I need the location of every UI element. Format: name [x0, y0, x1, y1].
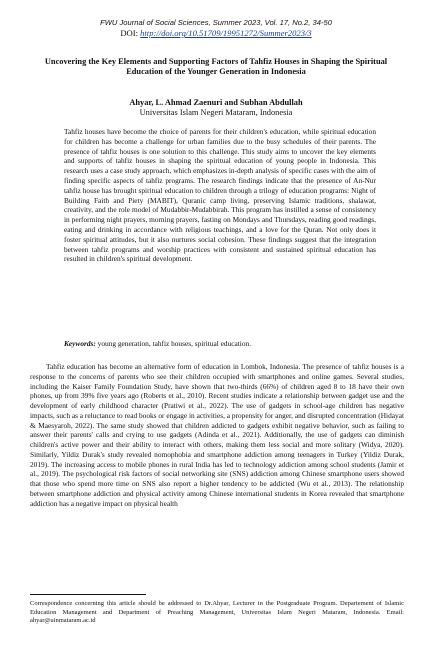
body-section — [30, 362, 404, 508]
correspondence-footnote: Correspondence concerning this article should be addressed to Dr.Ahyar, Lecturer in the Postgraduate Program. Departement of Islamic Education Management and Department of Preaching Management, Universitas Islam Negeri Mataram, Indonesia. Email: ahyar@uinmataram.ac.id — [30, 600, 404, 625]
abstract — [64, 127, 376, 264]
footnote-rule — [30, 594, 146, 595]
abstract-text: Tahfiz houses have become the choice of parents for their children's education, while spiritual education for children has become a challenge for urban families due to the busy schedules of their parents. The presence of tahfiz houses is one solution to this challenge. This study aims to uncover the key elements and supports of tahfiz houses in shaping the spiritual education of young people in Indonesia. This research uses a case study approach, which emphasizes in-depth analysis of specific cases with the aim of finding specific aspects of tahfiz programs. The research findings indicate that the presence of An-Nur tahfiz house has brought spiritual education to children through a trilogy of education programs: Night of Building Faith and Piety (MABIT), Quranic camp living, preserving Islamic traditions, shalawat, creativity, and the role model of Mudabbir-Mudabbirah. This program has instilled a sense of consistency in performing night prayers, morning prayers, fasting on Mondays and Thursdays, reading good readings, eating and drinking in accordance with religious teachings, and a love for the Quran. Not only does it foster spiritual attitudes, but it also nurtures social cohesion. These findings suggest that the integration between tahfiz programs and worship practices with consistent and sustained spiritual education has resulted in children's spiritual development. — [64, 127, 376, 264]
doi-line — [0, 28, 432, 38]
keywords-list: young generation, tahfiz houses, spiritual education. — [95, 339, 252, 348]
doi-prefix: DOI: — [120, 28, 141, 38]
keywords — [64, 339, 376, 349]
journal-header: FWU Journal of Social Sciences, Summer 2023, Vol. 17, No.2, 34-50 — [100, 18, 332, 27]
body-paragraph: Tahfiz education has become an alternative form of education in Lombok, Indonesia. The presence of tahfiz houses is a response to the concerns of parents who see their children occupied with smartphones and online games. Several studies, including the Kaiser Family Foundation Study, have shown that two-thirds (66%) of children aged 8 to 18 have their own phones, up from 39% five years ago (Roberts et al., 2010). Recent studies indicate a relationship between gadget use and the development of early childhood character (Pratiwi et al., 2022). The use of gadgets in school-age children has negative impacts, such as a reluctance to read books or engage in activities, a propensity for anger, and disrupted concentration (Hidayat & Maesyaroh, 2022). The same study showed that children addicted to gadgets exhibit negative behavior, such as failing to answer their parents' calls and crying to use gadgets (Adinda et al., 2021). Additionally, the use of gadgets can diminish children's active power and their ability to interact with others, making them less social and more solitary (Widya, 2020). Similarly, Yildiz Durak's study revealed nomophobia and smartphone addiction among teenagers in Turkey (Yildiz Durak, 2019). The increasing access to mobile phones in rural India has led to technology addiction among school students (Jamir et al., 2019). The psychological risk factors of social networking site (SNS) addiction among Chinese smartphone users showed that those who spend more time on SNS also report a higher tendency to be addicted (Wu et al., 2013). The relationship between smartphone addiction and physical activity among Chinese international students in Korea revealed that smartphone addiction has a negative impact on physical health — [30, 362, 404, 508]
article-title: Uncovering the Key Elements and Supporting Factors of Tahfiz Houses in Shaping the Spiritual Education of the Younger Generation in Indonesia — [44, 57, 388, 77]
author-affiliation: Universitas Islam Negeri Mataram, Indonesia — [139, 108, 293, 117]
doi-link[interactable]: http://doi.org/10.51709/19951272/Summer2023/3 — [140, 28, 312, 38]
keywords-label: Keywords: — [64, 339, 96, 348]
author-list: Ahyar, L. Ahmad Zaenuri and Subhan Abdullah — [129, 98, 303, 107]
